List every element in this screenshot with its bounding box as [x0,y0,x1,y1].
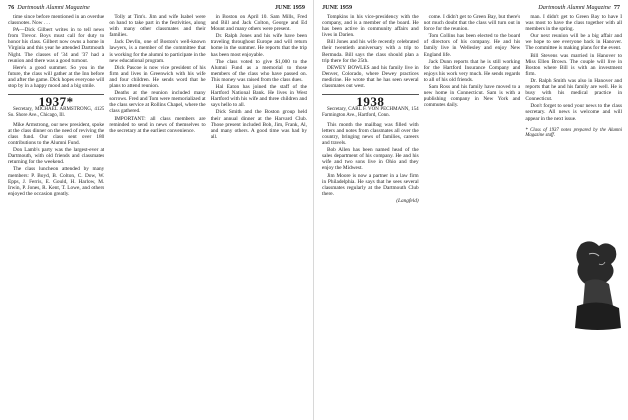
paragraph: Hal Eaton has joined the staff of the Hartford National Bank. He lives in West Hartford with his wife and three children and says hello to all. [210,84,307,109]
paragraph: Jack Devlin, one of Boston's well-known lawyers, is a member of the committee that is working for the alumni to participate in the new educational program. [109,39,206,64]
right-page [314,0,628,420]
paragraph: Mike Armstrong, our new president, spoke at the class dinner on the need of reviving the class fund. Our class sent over 180 contributions to the Alumni Fund. [8,121,105,147]
page-header [8,4,305,11]
issue-date: JUNE 1959 [274,4,305,11]
paragraph: Jim Moore is now a partner in a law firm in Philadelphia. He says that he sees several classmates regularly at the Dartmouth Club there. [322,172,419,197]
page-number: 76 [8,4,15,11]
paragraph: Sam Ross and his family have moved to a new home in Connecticut. Sam is with a publishing company in New York and commutes daily. [423,84,521,109]
magazine-title: Dartmouth Alumni Magazine [538,4,611,11]
footnote: * Class of 1937 notes prepared by the Alumni Magazine staff. [525,127,623,139]
paragraph: come. I didn't get to Green Bay, but there's not much doubt that the class will turn out in force for the reunion. [423,14,521,33]
paragraph: Bill Stevens was married in Hanover to Miss Ellen Brown. The couple will live in Boston where Bill is with an investment firm. [525,52,623,77]
paragraph: Dr. Ralph Jones and his wife have been traveling throughout Europe and will return home in the summer. He reports that the trip has been most enjoyable. [210,33,307,58]
paragraph: The class voted to give $1,000 to the Alumni Fund as a memorial to those members of the class who have passed on. This money was raised from the class dues. [210,58,307,83]
paragraph: man. I didn't get to Green Bay to have I was most to have the class together with all members in the spring. [525,14,623,33]
paragraph: DEWEY BOWLES and his family live in Denver, Colorado, where Dewey practices medicine. He wrote that he has seen several classmates out west. [322,64,419,90]
class-year-heading: 1937* [8,94,104,105]
class-secretary: Secretary, CARL F. VON PECHMANN, 154 Farmington Ave., Hartford, Conn. [322,107,419,119]
paragraph: Tolly at Tim's. Jim and wife Isabel were on hand to take part in the festivities, along with many other classmates and their families. [109,14,206,39]
page-header [322,4,620,11]
paragraph: Bob Allen has been named head of the sales department of his company. He and his wife and two sons live in Ohio and they enjoy the Midwest. [322,147,419,172]
paragraph: PA—Dick Gilbert writes in to tell news from Trevor. Boys must call for duty to honor his class. Gilbert now owns a home in Virginia and this year he attended Dartmouth Night. The classes of '34 and '37 had a reunion and there was a good turnout. [8,27,105,64]
signoff: (Langfeld) [396,197,419,204]
class-secretary: Secretary, MICHAEL ARMSTRONG, 4125 So. Shore Ave., Chicago, Ill. [8,107,105,119]
paragraph: Deaths at the reunion included many sorrows. Fred and Tom were memorialized at the class service at Rollins Chapel, where the class gathered. [109,90,206,115]
paragraph: Here's a good summer. So you in the future, the class will gather at the Inn before and after the game. Dick hopes everyone will stop by in a happy mood and a big smile. [8,64,105,90]
class-year-heading: 1938 [322,94,419,105]
column-2 [109,14,205,414]
paragraph: Dr. Ralph Smith was also in Hanover and reports that he and his family are well. He is busy with his medical practice in Connecticut. [525,77,623,103]
column-3 [211,14,307,414]
column-1 [8,14,104,414]
paragraph: time since before mentioned in an overdue classnotes. Now . . . [8,14,105,27]
issue-date: JUNE 1959 [322,4,353,11]
paragraph: This month the mailbag was filled with letters and notes from classmates all over the country, bringing news of families, careers and travels. [322,121,419,147]
column-3 [525,14,622,414]
paragraph: in Boston on April 10. Sam Mills, Fred and Bill and Jack Colton, George and Ed Mount and many others were present. [210,14,307,33]
paragraph: Don't forget to send your news to the class secretary. All news is welcome and will appear in the next issue. [525,103,623,122]
magazine-title: Dartmouth Alumni Magazine [17,4,90,11]
text-columns [322,14,622,414]
paragraph: Jack Dunn reports that he is still working for the Hartford Insurance Company and enjoys his work very much. He sends regards to all of his old friends. [423,58,521,83]
paragraph: Our next reunion will be a big affair and we hope to see everyone back in Hanover. The committee is making plans for the event. [525,33,623,52]
paragraph: IMPORTANT: all class members are reminded to send in news of themselves to the secretary at the earliest convenience. [109,115,206,134]
page-number: 77 [613,4,620,11]
paragraph: Bill Jones and his wife recently celebrated their twentieth anniversary with a trip to Bermuda. Bill says the class should plan a trip there for the 25th. [322,39,419,64]
paragraph: Tom Collins has been elected to the board of directors of his company. He and his family live in Wellesley and enjoy New England life. [423,33,521,58]
column-1 [322,14,419,414]
text-columns [8,14,307,414]
column-2 [424,14,521,414]
paragraph: The class luncheon attended by many members: P. Boyd, B. Colton, C. Dow, W. Epps, J. Ferris, E. Gould, H. Harlow, M. Irwin, P. Jones, R. Kent, T. Lowe, and others enjoyed the occasion greatly. [8,166,105,197]
class-photo [569,236,627,332]
paragraph: Dick Smith and the Boston group held their annual dinner at the Harvard Club. Those present included Bob, Jim, Frank, Al, and many others. A good time was had by all. [210,109,307,140]
paragraph: Don Lamb's party was the largest-ever at Dartmouth, with old friends and classmates returning for the weekend. [8,147,105,166]
paragraph: Tompkins in his vice-presidency with the company, and is a member of the board. He has been active in community affairs and lives in Darien. [322,14,419,39]
paragraph: Dick Pascoe is now vice president of his firm and lives in Greenwich with his wife and four children. He sends word that he plans to attend reunion. [109,64,206,90]
